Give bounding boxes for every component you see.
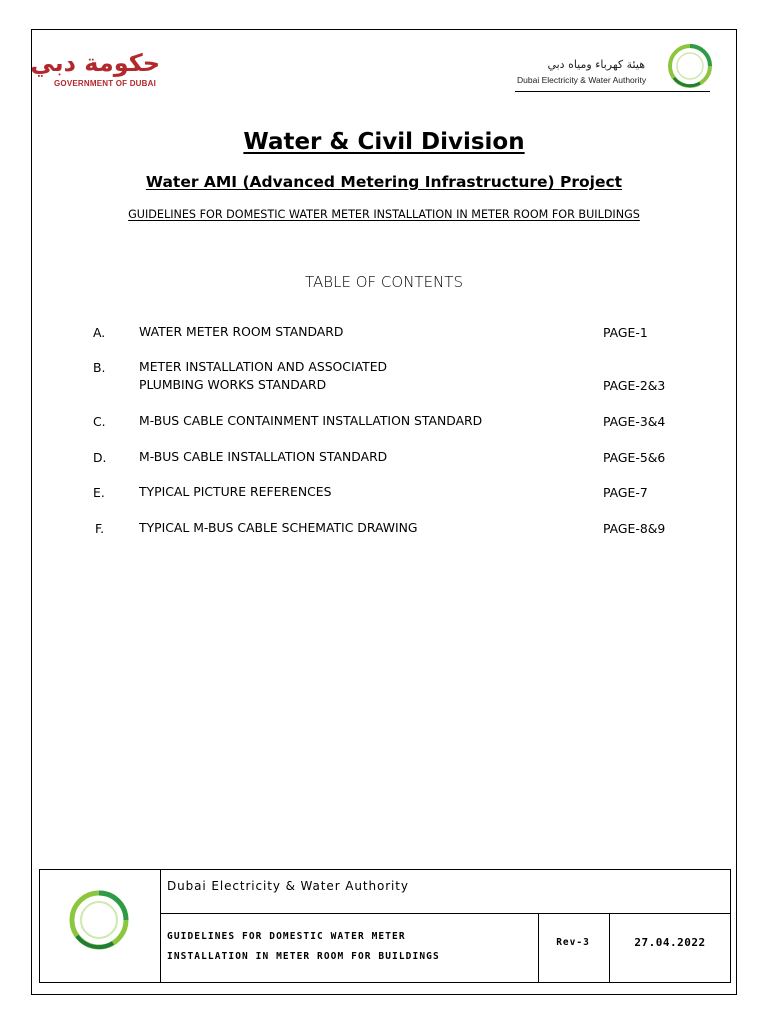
government-of-dubai-caption: GOVERNMENT OF DUBAI — [54, 79, 157, 88]
toc-item-text-line1: METER INSTALLATION AND ASSOCIATED — [139, 359, 388, 374]
toc-item-page: PAGE-8&9 — [603, 521, 666, 536]
footer-date: 27.04.2022 — [634, 936, 706, 949]
svg-text:هيئة كهرباء ومياه دبي: هيئة كهرباء ومياه دبي — [547, 58, 645, 71]
toc-item-letter: D. — [93, 450, 107, 465]
dewa-logo — [515, 42, 715, 94]
toc-item-letter: F. — [95, 521, 105, 536]
footer-document-title-line1: GUIDELINES FOR DOMESTIC WATER METER — [167, 931, 406, 942]
toc-item-text: M-BUS CABLE CONTAINMENT INSTALLATION STANDARD — [139, 413, 483, 428]
government-of-dubai-logo — [30, 45, 164, 90]
toc-item-letter: A. — [93, 325, 106, 340]
footer-document-title — [167, 927, 440, 967]
toc-item-page: PAGE-1 — [603, 325, 648, 340]
toc-item-text: WATER METER ROOM STANDARD — [139, 324, 344, 339]
dewa-english-name: Dubai Electricity & Water Authority — [517, 75, 647, 85]
svg-text:حكومة دبي: حكومة دبي — [30, 49, 160, 77]
footer-organization: Dubai Electricity & Water Authority — [167, 879, 409, 893]
footer-divider-row — [160, 913, 730, 914]
toc-item-letter: C. — [93, 414, 106, 429]
toc-item-text-line2: PLUMBING WORKS STANDARD — [139, 377, 327, 392]
toc-title: TABLE OF CONTENTS — [305, 273, 463, 291]
guideline-heading: GUIDELINES FOR DOMESTIC WATER METER INSTALLATION IN METER ROOM FOR BUILDINGS — [128, 208, 640, 221]
page-title: Water & Civil Division — [243, 129, 525, 155]
toc-item-text: TYPICAL PICTURE REFERENCES — [139, 484, 332, 499]
government-of-dubai-arabic-logo-icon — [30, 45, 162, 79]
toc-item-text: M-BUS CABLE INSTALLATION STANDARD — [139, 449, 388, 464]
toc-item-letter: E. — [93, 485, 105, 500]
footer-divider-logo — [160, 870, 161, 982]
toc-item-letter: B. — [93, 360, 106, 375]
footer-document-title-line2: INSTALLATION IN METER ROOM FOR BUILDINGS — [167, 951, 440, 962]
toc-item-page: PAGE-5&6 — [603, 450, 666, 465]
dewa-ring-icon — [66, 887, 132, 953]
dewa-ring-icon — [666, 42, 714, 90]
footer-revision: Rev-3 — [556, 937, 590, 948]
footer-title-block — [39, 869, 731, 983]
dewa-arabic-name — [517, 56, 647, 72]
header-divider — [515, 91, 710, 92]
toc-item-page: PAGE-2&3 — [603, 378, 666, 393]
toc-item-page: PAGE-7 — [603, 485, 648, 500]
toc-item-page: PAGE-3&4 — [603, 414, 666, 429]
project-subtitle: Water AMI (Advanced Metering Infrastructure) Project — [145, 173, 623, 191]
toc-item-text: TYPICAL M-BUS CABLE SCHEMATIC DRAWING — [139, 520, 418, 535]
